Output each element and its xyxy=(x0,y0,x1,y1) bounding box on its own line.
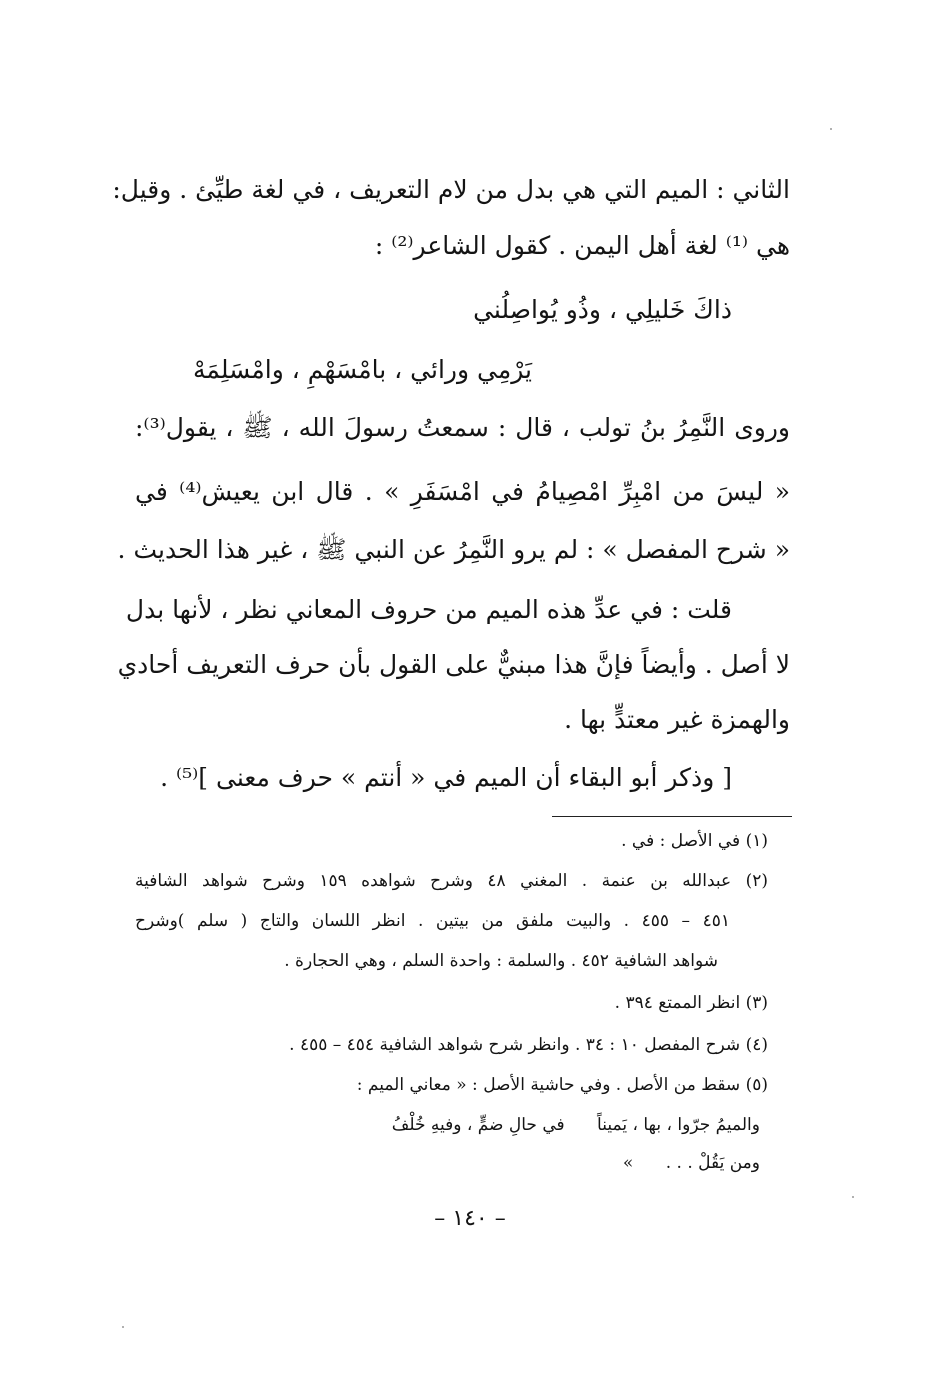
body-line-8: قلت : في عدِّ هذه الميم من حروف المعاني نظر ، لأنها بدل xyxy=(125,595,732,624)
page-number: – ١٤٠ – xyxy=(434,1206,506,1231)
paper-speck xyxy=(122,1326,124,1328)
paper-speck xyxy=(852,1196,854,1198)
footnote-2-line-2: ٤٥١ – ٤٥٥ . والبيت ملفق من بيتين . انظر اللسان والتاج ( سلم )وشرح xyxy=(135,911,730,931)
footnote-5-verse-2: ومن يَقُلْ . . . » xyxy=(622,1153,760,1173)
footnote-separator xyxy=(552,816,792,817)
footnote-5-line-1: (٥) سقط من الأصل . وفي حاشية الأصل : « معاني الميم : xyxy=(356,1075,768,1095)
body-line-6: « ليسَ من امْبِرِّ امْصِيامُ في امْسَفَرِ » . قال ابن يعيش⁽⁴⁾ في xyxy=(135,477,790,506)
verse-line-1: ذاكَ خَليلِي ، وذُو يُواصِلُني xyxy=(473,295,732,324)
verse-line-2: يَرْمِي ورائي ، بامْسَهْمِ ، وامْسَلِمَهْ xyxy=(192,355,532,384)
paper-speck xyxy=(830,128,832,130)
body-line-7: « شرح المفصل » : لم يرو النَّمِرُ عن النبي ﷺ ، غير هذا الحديث . xyxy=(117,535,790,564)
footnote-2-line-1: (٢) عبدالله بن عنمة . المغني ٤٨ وشرح شواهده ١٥٩ وشرح شواهد الشافية xyxy=(135,871,768,891)
body-line-5: وروى النَّمِرُ بنُ تولب ، قال : سمعتُ رسولَ الله ، ﷺ ، يقول⁽³⁾: xyxy=(135,413,790,442)
body-line-11: [ وذكر أبو البقاء أن الميم في « أنتم » حرف معنى ]⁽⁵⁾ . xyxy=(160,763,732,792)
body-line-9: لا أصل . وأيضاً فإنَّ هذا مبنيٌّ على القول بأن حرف التعريف أحادي xyxy=(117,650,790,679)
body-line-10: والهمزة غير معتدٍّ بها . xyxy=(564,705,790,734)
footnote-1: (١) في الأصل : في . xyxy=(621,831,768,851)
footnote-4: (٤) شرح المفصل ١٠ : ٣٤ . وانظر شرح شواهد الشافية ٤٥٤ – ٤٥٥ . xyxy=(289,1035,768,1055)
footnote-2-line-3: شواهد الشافية ٤٥٢ . والسلمة : واحدة السلم ، وهي الحجارة . xyxy=(284,951,718,971)
footnote-3: (٣) انظر الممتع ٣٩٤ . xyxy=(614,993,768,1013)
body-line-1: الثاني : الميم التي هي بدل من لام التعريف ، في لغة طيِّئ . وقيل: xyxy=(112,175,790,204)
body-line-2: هي ⁽¹⁾ لغة أهل اليمن . كقول الشاعر⁽²⁾ : xyxy=(374,231,790,260)
footnote-5-verse-1: والميمُ جرّوا ، بها ، يَميناً في حالِ ضمٍّ ، وفيهِ خُلْفُ xyxy=(391,1115,760,1135)
